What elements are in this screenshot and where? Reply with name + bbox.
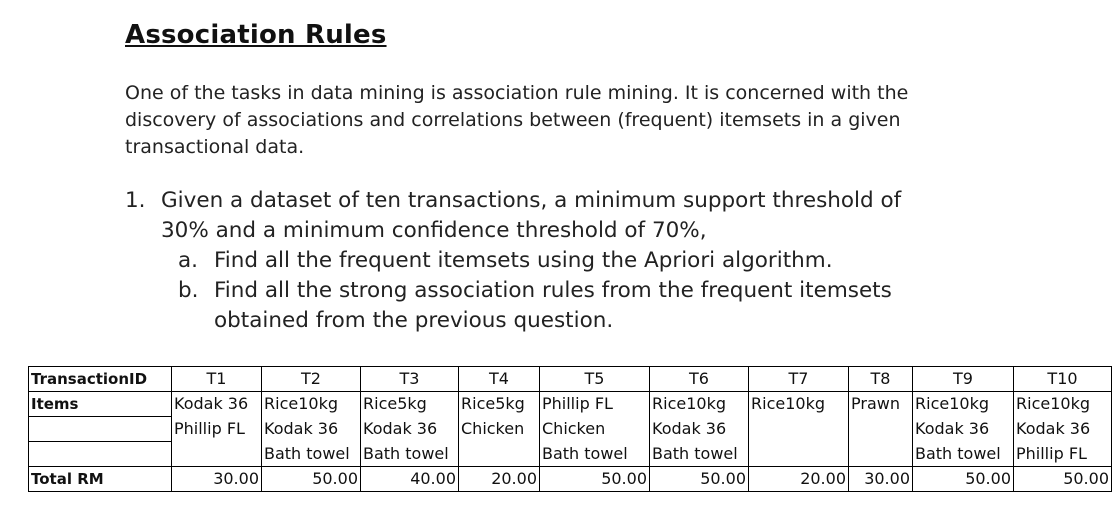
item-cell [172,442,262,467]
sub-question-b-line-2: obtained from the previous question. [214,308,614,333]
transaction-id-cell: T2 [262,367,361,392]
transaction-id-cell: T1 [172,367,262,392]
item-cell: Kodak 36 [650,417,749,442]
item-cell: Phillip FL [540,392,650,417]
item-cell: Bath towel [913,442,1014,467]
item-cell: Rice10kg [262,392,361,417]
total-cell: 50.00 [1014,467,1112,492]
item-cell: Rice10kg [749,392,849,417]
item-cell: Kodak 36 [172,392,262,417]
row-header [29,442,172,467]
transaction-id-cell: T3 [361,367,459,392]
table-row [29,392,1112,417]
question-number: 1. [125,188,146,213]
item-cell: Kodak 36 [361,417,459,442]
transaction-id-cell: T8 [849,367,913,392]
total-cell: 50.00 [913,467,1014,492]
table-row [29,367,1112,392]
sub-text-b: Find all the strong association rules from the frequent itemsets [214,278,892,303]
total-cell: 30.00 [172,467,262,492]
item-cell: Kodak 36 [1014,417,1112,442]
transaction-id-cell: T4 [459,367,540,392]
transaction-id-cell: T5 [540,367,650,392]
row-header: TransactionID [29,367,172,392]
sub-question-b [178,278,892,303]
total-cell: 50.00 [650,467,749,492]
row-header: Items [29,392,172,417]
row-header: Total RM [29,467,172,492]
total-cell: 20.00 [459,467,540,492]
item-cell: Phillip FL [1014,442,1112,467]
table-row [29,442,1112,467]
sub-label-a: a. [178,248,199,273]
item-cell [849,417,913,442]
item-cell: Chicken [459,417,540,442]
table-row [29,417,1112,442]
question-text-1: Given a dataset of ten transactions, a minimum support threshold of [161,188,902,213]
transaction-id-cell: T6 [650,367,749,392]
item-cell: Rice5kg [459,392,540,417]
item-cell: Rice5kg [361,392,459,417]
item-cell [459,442,540,467]
sub-text-a: Find all the frequent itemsets using the Apriori algorithm. [214,248,833,273]
row-header [29,417,172,442]
transaction-id-cell: T7 [749,367,849,392]
total-cell: 50.00 [262,467,361,492]
total-cell: 50.00 [540,467,650,492]
item-cell [849,442,913,467]
transaction-id-cell: T10 [1014,367,1112,392]
sub-label-b: b. [178,278,199,303]
item-cell [749,417,849,442]
item-cell: Phillip FL [172,417,262,442]
item-cell [749,442,849,467]
item-cell: Bath towel [540,442,650,467]
item-cell: Bath towel [650,442,749,467]
total-cell: 20.00 [749,467,849,492]
transactions-table [28,366,1112,492]
question-1-line-1 [125,188,901,213]
transaction-id-cell: T9 [913,367,1014,392]
total-cell: 30.00 [849,467,913,492]
question-1-line-2: 30% and a minimum confidence threshold of 70%, [161,218,707,243]
item-cell: Rice10kg [1014,392,1112,417]
table-row [29,467,1112,492]
page-title: Association Rules [125,20,387,50]
total-cell: 40.00 [361,467,459,492]
item-cell: Rice10kg [650,392,749,417]
item-cell: Prawn [849,392,913,417]
sub-question-a [178,248,833,273]
item-cell: Bath towel [262,442,361,467]
item-cell: Kodak 36 [262,417,361,442]
item-cell: Rice10kg [913,392,1014,417]
intro-paragraph: One of the tasks in data mining is association rule mining. It is concerned with the discovery of associations and correlations between (frequent) itemsets in a given transactional data. [125,82,909,158]
item-cell: Bath towel [361,442,459,467]
item-cell: Chicken [540,417,650,442]
item-cell: Kodak 36 [913,417,1014,442]
